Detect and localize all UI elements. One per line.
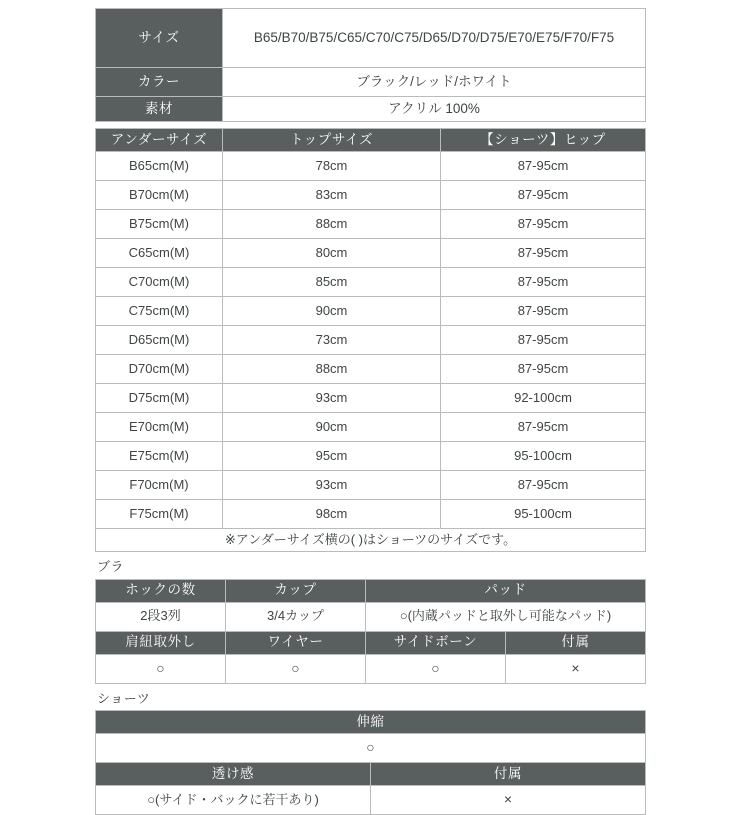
bra-header-side-bone: サイドボーン (366, 631, 506, 654)
product-info-value-color: ブラック/レッド/ホワイト (223, 68, 646, 97)
bra-value-accessory: × (506, 654, 646, 683)
bra-header-pad: パッド (366, 579, 646, 602)
shorts-header-sheerness: 透け感 (96, 763, 371, 786)
size-cell-hip: 92-100cm (441, 384, 646, 413)
size-cell-hip: 87-95cm (441, 297, 646, 326)
table-row (96, 602, 646, 631)
product-info-value-size: B65/B70/B75/C65/C70/C75/D65/D70/D75/E70/E75/F70/F75 (223, 9, 646, 68)
size-cell-top: 93cm (223, 471, 441, 500)
bra-value-pad: ○(内蔵パッドと取外し可能なパッド) (366, 602, 646, 631)
table-row (96, 786, 646, 815)
size-cell-hip: 95-100cm (441, 442, 646, 471)
size-cell-under: B75cm(M) (96, 210, 223, 239)
table-row (96, 529, 646, 552)
size-cell-under: D65cm(M) (96, 326, 223, 355)
product-info-label-size: サイズ (96, 9, 223, 68)
bra-value-wire: ○ (226, 654, 366, 683)
table-row (96, 210, 646, 239)
size-cell-under: F75cm(M) (96, 500, 223, 529)
table-header-row (96, 631, 646, 654)
shorts-header-stretch: 伸縮 (96, 711, 646, 734)
table-row (96, 442, 646, 471)
size-cell-hip: 87-95cm (441, 355, 646, 384)
size-cell-hip: 87-95cm (441, 210, 646, 239)
table-row (96, 384, 646, 413)
shorts-value-stretch: ○ (96, 734, 646, 763)
size-cell-top: 85cm (223, 268, 441, 297)
bra-value-cup: 3/4カップ (226, 602, 366, 631)
shorts-section-label: ショーツ (97, 690, 151, 706)
size-cell-hip: 87-95cm (441, 413, 646, 442)
spec-sheet-container (95, 8, 645, 815)
bra-header-wire: ワイヤー (226, 631, 366, 654)
product-info-label-color: カラー (96, 68, 223, 97)
size-table-note: ※アンダーサイズ横の( )はショーツのサイズです。 (96, 529, 646, 552)
table-header-row (96, 711, 646, 734)
size-cell-under: B65cm(M) (96, 152, 223, 181)
shorts-spec-table (95, 710, 646, 815)
size-cell-hip: 87-95cm (441, 152, 646, 181)
size-cell-top: 78cm (223, 152, 441, 181)
size-cell-top: 90cm (223, 297, 441, 326)
size-cell-top: 93cm (223, 384, 441, 413)
size-cell-hip: 87-95cm (441, 181, 646, 210)
size-cell-under: C75cm(M) (96, 297, 223, 326)
product-info-value-material: アクリル 100% (223, 97, 646, 122)
bra-value-strap-removable: ○ (96, 654, 226, 683)
table-header-row (96, 763, 646, 786)
size-cell-top: 98cm (223, 500, 441, 529)
bra-header-hooks: ホックの数 (96, 579, 226, 602)
table-row (96, 355, 646, 384)
size-measurement-table (95, 128, 646, 552)
table-row (96, 500, 646, 529)
table-row (96, 471, 646, 500)
bra-header-cup: カップ (226, 579, 366, 602)
table-row (96, 9, 646, 68)
table-header-row (96, 579, 646, 602)
table-row (96, 654, 646, 683)
table-row (96, 268, 646, 297)
size-cell-top: 95cm (223, 442, 441, 471)
product-info-label-material: 素材 (96, 97, 223, 122)
size-cell-top: 73cm (223, 326, 441, 355)
bra-header-accessory: 付属 (506, 631, 646, 654)
size-cell-hip: 87-95cm (441, 239, 646, 268)
table-row (96, 734, 646, 763)
table-row (96, 326, 646, 355)
size-cell-hip: 87-95cm (441, 471, 646, 500)
size-table-header-top: トップサイズ (223, 129, 441, 152)
table-row (96, 297, 646, 326)
shorts-value-sheerness: ○(サイド・バックに若干あり) (96, 786, 371, 815)
table-header-row (96, 129, 646, 152)
table-row (96, 181, 646, 210)
bra-value-hooks: 2段3列 (96, 602, 226, 631)
bra-spec-table (95, 579, 646, 684)
size-cell-under: E75cm(M) (96, 442, 223, 471)
bra-value-side-bone: ○ (366, 654, 506, 683)
shorts-value-accessory: × (371, 786, 646, 815)
size-cell-under: C70cm(M) (96, 268, 223, 297)
size-cell-top: 90cm (223, 413, 441, 442)
product-info-table (95, 8, 646, 122)
size-cell-under: B70cm(M) (96, 181, 223, 210)
size-cell-under: F70cm(M) (96, 471, 223, 500)
bra-header-strap-removable: 肩紐取外し (96, 631, 226, 654)
size-cell-top: 88cm (223, 355, 441, 384)
size-cell-top: 88cm (223, 210, 441, 239)
table-row (96, 239, 646, 268)
size-cell-top: 80cm (223, 239, 441, 268)
table-row (96, 97, 646, 122)
size-cell-top: 83cm (223, 181, 441, 210)
size-cell-under: D70cm(M) (96, 355, 223, 384)
size-cell-hip: 87-95cm (441, 326, 646, 355)
size-cell-under: D75cm(M) (96, 384, 223, 413)
size-cell-hip: 87-95cm (441, 268, 646, 297)
size-cell-under: C65cm(M) (96, 239, 223, 268)
size-table-header-hip: 【ショーツ】ヒップ (441, 129, 646, 152)
table-row (96, 68, 646, 97)
size-cell-under: E70cm(M) (96, 413, 223, 442)
table-row (96, 413, 646, 442)
size-cell-hip: 95-100cm (441, 500, 646, 529)
bra-section-label: ブラ (97, 559, 125, 574)
table-row (96, 152, 646, 181)
shorts-header-accessory: 付属 (371, 763, 646, 786)
size-table-header-under: アンダーサイズ (96, 129, 223, 152)
